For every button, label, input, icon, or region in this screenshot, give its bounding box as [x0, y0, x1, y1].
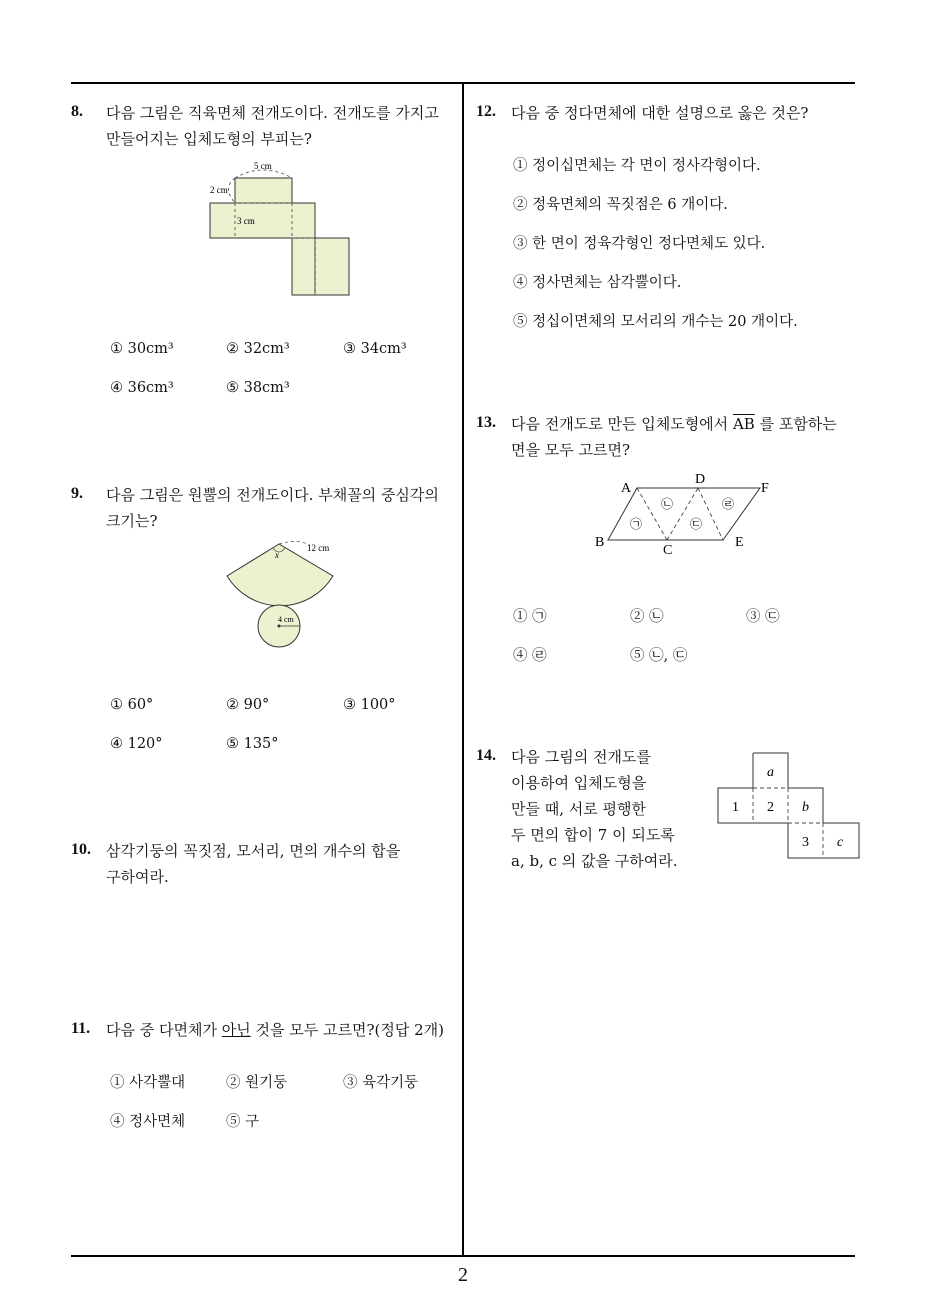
- option-3[interactable]: ③ 100°: [343, 697, 396, 713]
- radius-label: 4 cm: [278, 615, 294, 624]
- question-text-line: 구하여라.: [106, 868, 169, 886]
- question-text-line: 삼각기둥의 꼭짓점, 모서리, 면의 개수의 합을: [106, 842, 401, 860]
- cell-a: a: [767, 765, 774, 780]
- face-label-4: ㉣: [722, 497, 735, 511]
- question-number: 10.: [71, 841, 91, 858]
- question-text: 를 포함하는: [754, 415, 837, 433]
- cell-3: 3: [802, 835, 809, 850]
- question-text-line: 다음 중 정다면체에 대한 설명으로 옳은 것은?: [511, 104, 809, 122]
- option-1[interactable]: ① 60°: [110, 697, 154, 713]
- option-2[interactable]: ② 정육면체의 꼭짓점은 6 개이다.: [513, 197, 728, 213]
- point-A: A: [621, 481, 632, 496]
- question-text-line: 크기는?: [106, 512, 158, 530]
- question-number: 13.: [476, 414, 496, 431]
- dim-left: 2 cm: [210, 185, 228, 195]
- question-number: 12.: [476, 103, 496, 120]
- option-4[interactable]: ④ 정사면체는 삼각뿔이다.: [513, 275, 682, 291]
- cube-net-figure: [716, 750, 862, 862]
- option-4[interactable]: ④ 120°: [110, 736, 163, 752]
- angle-label: x: [275, 550, 279, 560]
- face-label-2: ㉡: [661, 497, 674, 511]
- cell-c: c: [837, 835, 844, 850]
- option-1[interactable]: ① 30cm³: [110, 341, 174, 357]
- segment-label: $\overline{AB}$: [732, 415, 755, 433]
- point-B: B: [595, 535, 605, 550]
- question-number: 11.: [71, 1020, 91, 1037]
- option-2[interactable]: ② 원기둥: [226, 1075, 288, 1091]
- option-4[interactable]: ④ 정사면체: [110, 1114, 186, 1130]
- question-text: 다음 중 다면체가: [106, 1021, 222, 1039]
- dim-inner: 3 cm: [237, 216, 255, 226]
- dim-top: 5 cm: [254, 161, 272, 171]
- question-text-line: 만들어지는 입체도형의 부피는?: [106, 130, 312, 148]
- point-E: E: [735, 535, 744, 550]
- question-text-line: 다음 그림은 직육면체 전개도이다. 전개도를 가지고: [106, 104, 439, 122]
- option-1[interactable]: ① 정이십면체는 각 면이 정사각형이다.: [513, 158, 761, 174]
- cone-net-figure: [220, 536, 360, 654]
- option-4[interactable]: ④ ㉣: [513, 648, 547, 664]
- question-text-line: 두 면의 합이 7 이 되도록: [511, 826, 675, 844]
- option-5[interactable]: ⑤ ㉡, ㉢: [630, 648, 688, 664]
- point-F: F: [761, 481, 769, 496]
- question-text: 다음 전개도로 만든 입체도형에서: [511, 415, 733, 433]
- cell-b: b: [802, 800, 809, 815]
- option-2[interactable]: ② 32cm³: [226, 341, 290, 357]
- cell-2: 2: [767, 800, 774, 815]
- slant-label: 12 cm: [307, 543, 330, 553]
- option-2[interactable]: ② 90°: [226, 697, 270, 713]
- option-3[interactable]: ③ ㉢: [746, 609, 780, 625]
- question-text: 것을 모두 고르면?(정답 2개): [250, 1021, 444, 1039]
- question-text-line: a, b, c 의 값을 구하여라.: [511, 852, 678, 870]
- underlined-word: 아닌: [221, 1021, 251, 1039]
- option-2[interactable]: ② ㉡: [630, 609, 664, 625]
- option-1[interactable]: ① ㉠: [513, 609, 547, 625]
- question-text-line: 다음 그림의 전개도를: [511, 748, 651, 766]
- option-3[interactable]: ③ 한 면이 정육각형인 정다면체도 있다.: [513, 236, 766, 252]
- option-5[interactable]: ⑤ 정십이면체의 모서리의 개수는 20 개이다.: [513, 314, 798, 330]
- question-text-line: 면을 모두 고르면?: [511, 441, 631, 459]
- face-label-3: ㉢: [690, 517, 703, 531]
- option-5[interactable]: ⑤ 135°: [226, 736, 279, 752]
- option-3[interactable]: ③ 육각기둥: [343, 1075, 419, 1091]
- point-C: C: [663, 543, 673, 558]
- question-text-line: 만들 때, 서로 평행한: [511, 800, 646, 818]
- page-number: 2: [458, 1264, 468, 1286]
- option-3[interactable]: ③ 34cm³: [343, 341, 407, 357]
- option-5[interactable]: ⑤ 38cm³: [226, 380, 290, 396]
- question-text-line: 다음 그림은 원뿔의 전개도이다. 부채꼴의 중심각의: [106, 486, 439, 504]
- cuboid-net-figure: [200, 158, 360, 300]
- point-D: D: [695, 472, 706, 487]
- cell-1: 1: [732, 800, 739, 815]
- option-4[interactable]: ④ 36cm³: [110, 380, 174, 396]
- column-divider: [462, 82, 464, 1256]
- question-text-line: 이용하여 입체도형을: [511, 774, 647, 792]
- question-number: 9.: [71, 485, 83, 502]
- option-1[interactable]: ① 사각뿔대: [110, 1075, 186, 1091]
- question-number: 14.: [476, 747, 496, 764]
- option-5[interactable]: ⑤ 구: [226, 1114, 260, 1130]
- question-number: 8.: [71, 103, 83, 120]
- tetrahedron-net-figure: [590, 470, 780, 560]
- face-label-1: ㉠: [630, 517, 643, 531]
